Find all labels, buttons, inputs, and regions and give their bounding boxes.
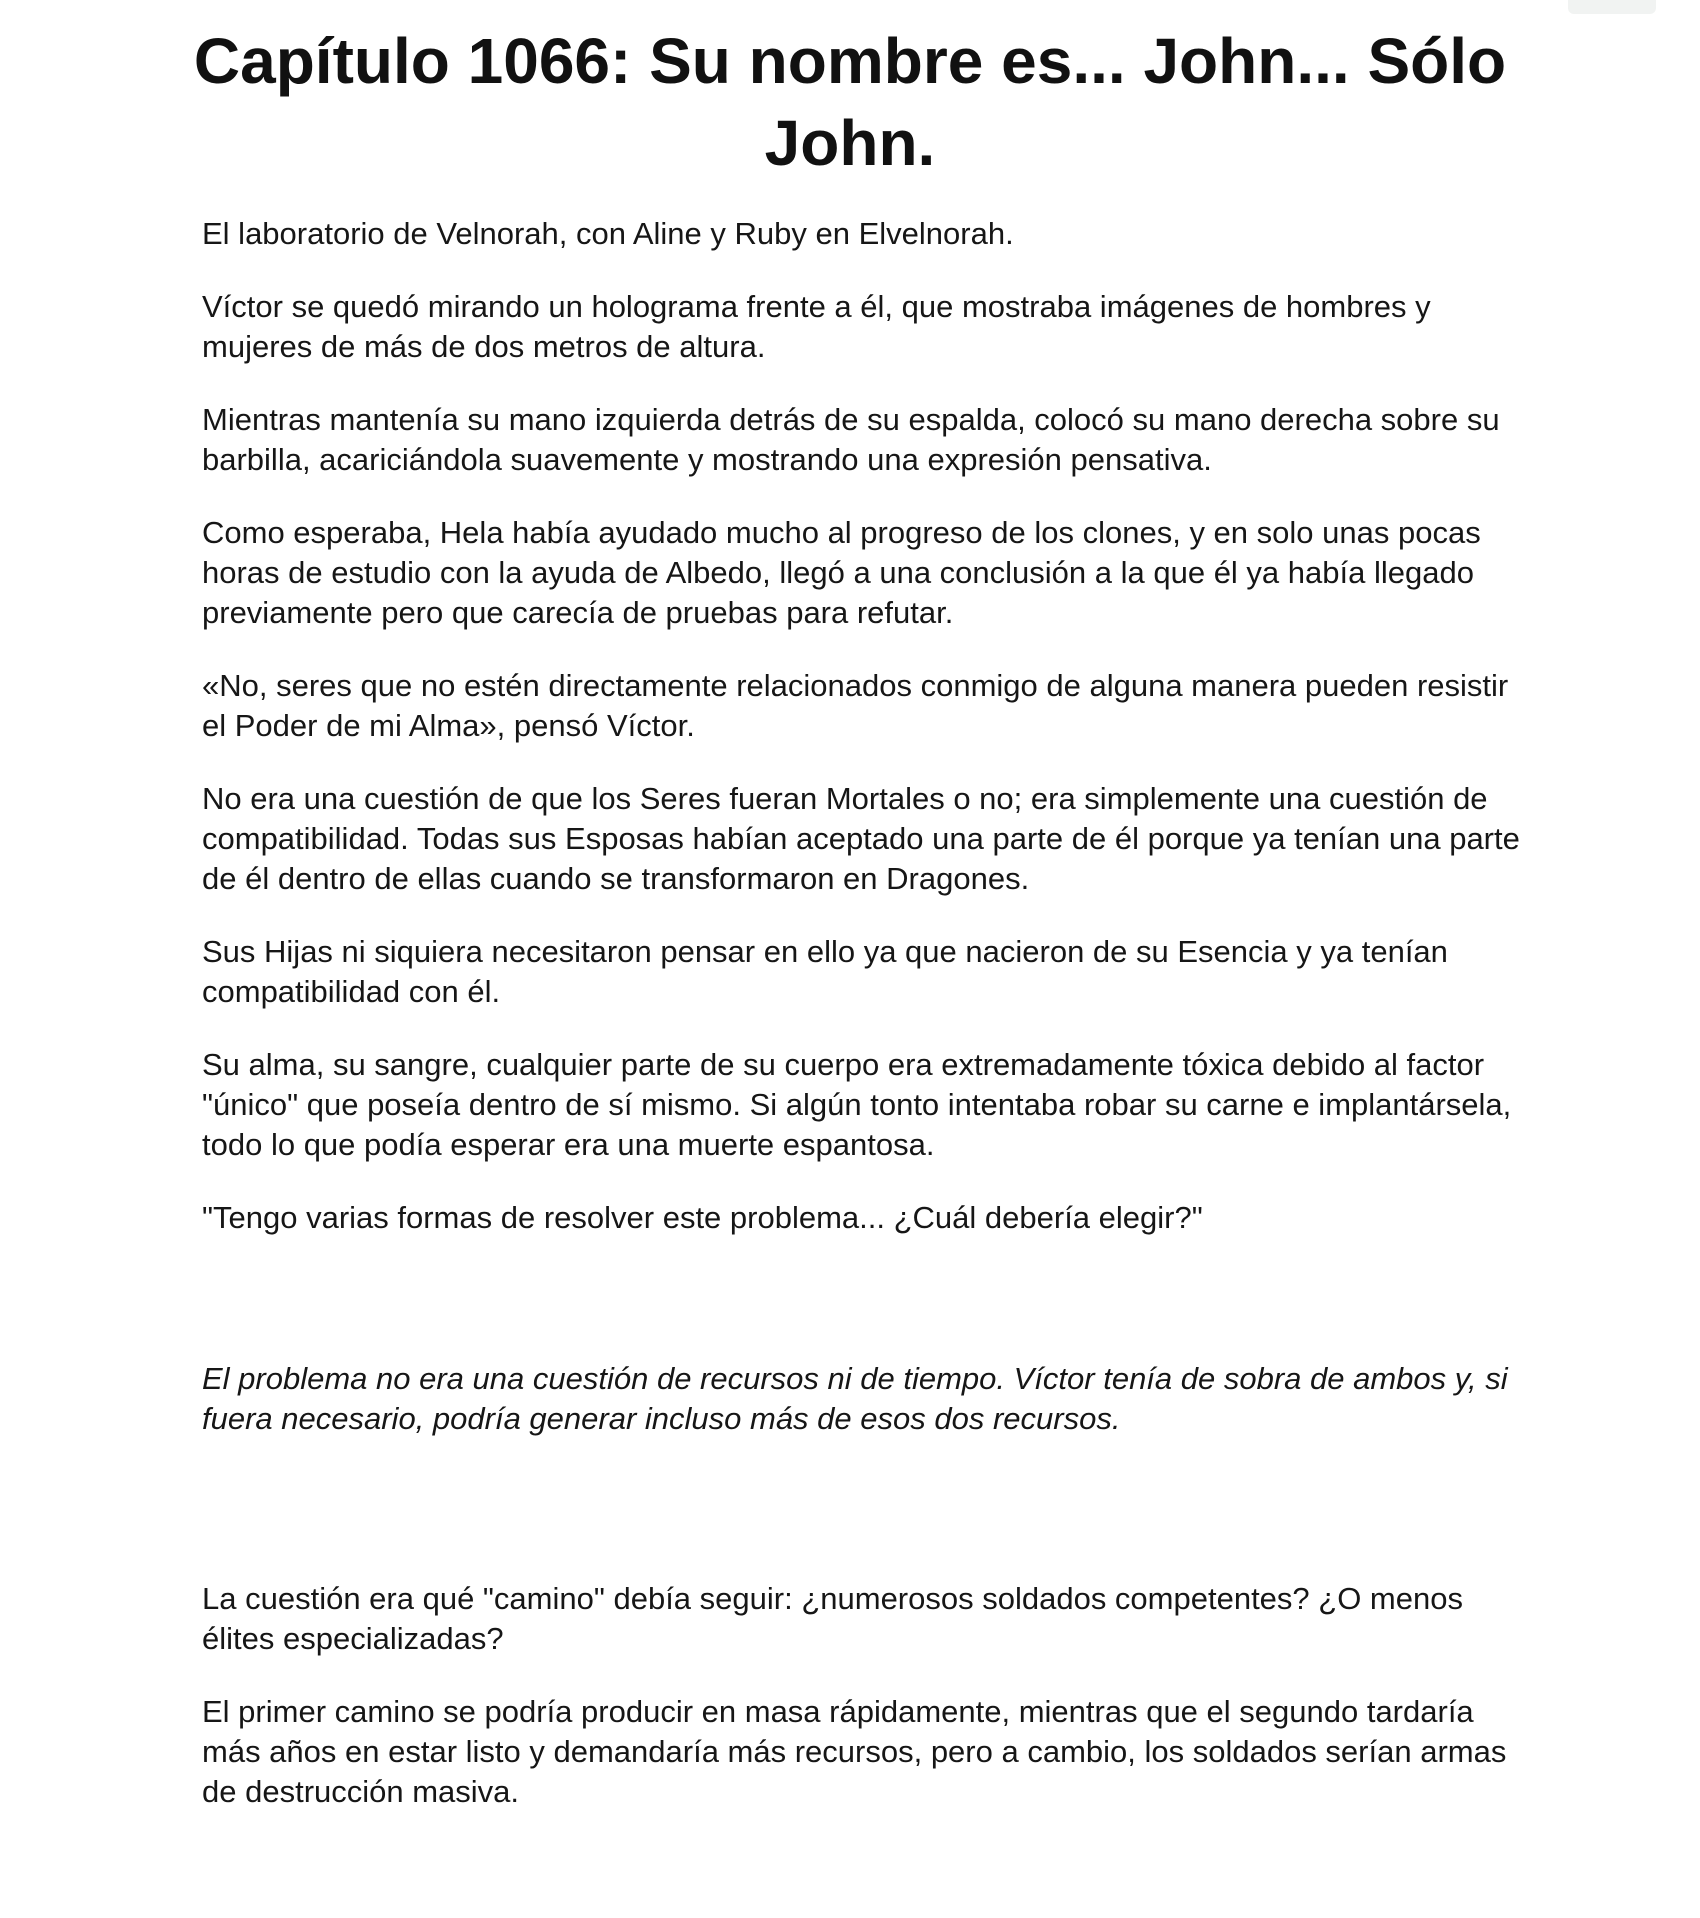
paragraph: Mientras mantenía su mano izquierda detrás de su espalda, colocó su mano derecha sobre su barbilla, acariciándola suavemente y mostrando una expresión pensativa. [202, 402, 1500, 477]
paragraph: No era una cuestión de que los Seres fueran Mortales o no; era simplemente una cuestión de compatibilidad. Todas sus Esposas habían aceptado una parte de él porque ya tenían una parte de él dentro de ellas cuando se transformaron en Dragones. [202, 781, 1520, 896]
blank-space [202, 1271, 1532, 1359]
corner-tab [1568, 0, 1656, 14]
paragraph: "Tengo varias formas de resolver este problema... ¿Cuál debería elegir?" [202, 1200, 1203, 1235]
paragraph: Su alma, su sangre, cualquier parte de su cuerpo era extremadamente tóxica debido al factor "único" que poseía dentro de sí mismo. Si algún tonto intentaba robar su carne e implantársela, todo lo que podía esperar era una muerte espantosa. [202, 1047, 1512, 1162]
paragraph: La cuestión era qué "camino" debía seguir: ¿numerosos soldados competentes? ¿O menos élites especializadas? [202, 1581, 1463, 1656]
paragraph: El laboratorio de Velnorah, con Aline y Ruby en Elvelnorah. [202, 216, 1014, 251]
paragraph: Sus Hijas ni siquiera necesitaron pensar en ello ya que nacieron de su Esencia y ya tenían compatibilidad con él. [202, 934, 1448, 1009]
paragraph: Como esperaba, Hela había ayudado mucho al progreso de los clones, y en solo unas pocas horas de estudio con la ayuda de Albedo, llegó a una conclusión a la que él ya había llegado previamente pero que carecía de pruebas para refutar. [202, 515, 1481, 630]
italic-paragraph: El problema no era una cuestión de recursos ni de tiempo. Víctor tenía de sobra de ambos y, si fuera necesario, podría generar incluso más de esos dos recursos. [202, 1361, 1508, 1436]
chapter-title: Capítulo 1066: Su nombre es... John... Sólo John. [193, 25, 1507, 179]
paragraph: El primer camino se podría producir en masa rápidamente, mientras que el segundo tardaría más años en estar listo y demandaría más recursos, pero a cambio, los soldados serían armas de destrucción masiva. [202, 1694, 1507, 1809]
blank-space [202, 1472, 1532, 1579]
chapter-body [202, 214, 1532, 1845]
paragraph: «No, seres que no estén directamente relacionados conmigo de alguna manera pueden resistir el Poder de mi Alma», pensó Víctor. [202, 668, 1509, 743]
paragraph: Víctor se quedó mirando un holograma frente a él, que mostraba imágenes de hombres y mujeres de más de dos metros de altura. [202, 289, 1431, 364]
